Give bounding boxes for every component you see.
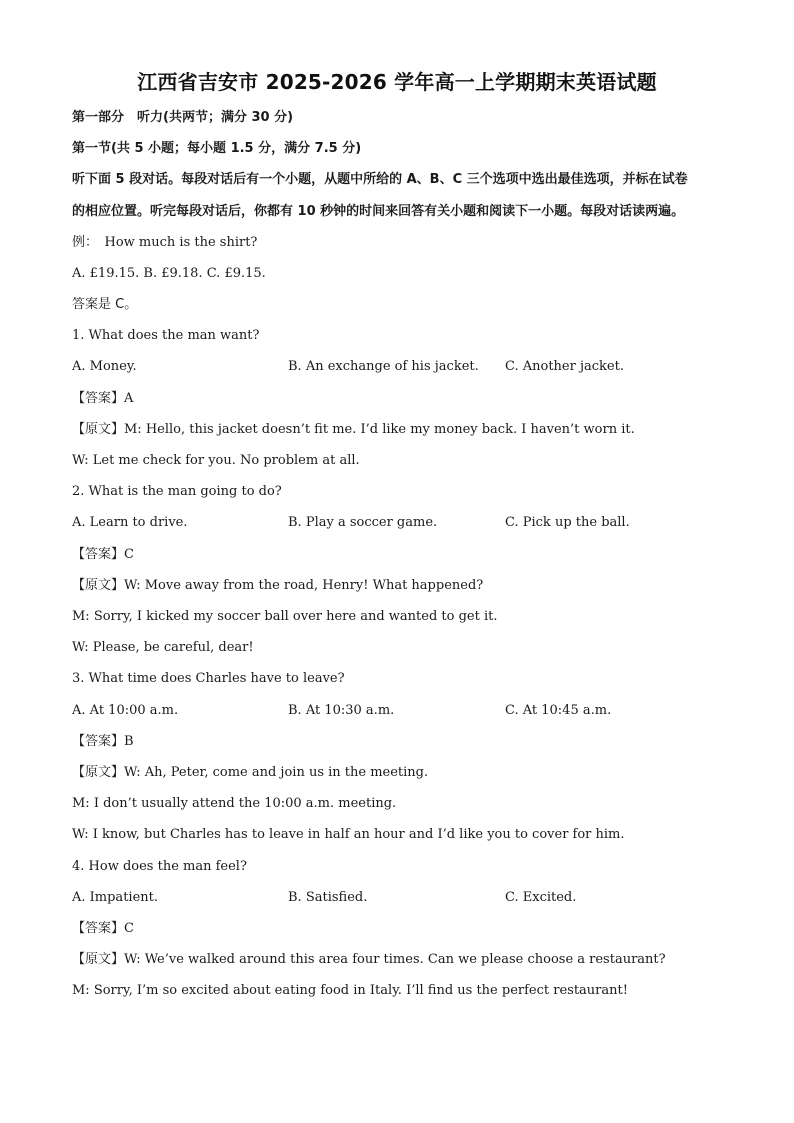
option-a: A. Learn to drive. — [72, 515, 188, 530]
option-a: A. Money. — [72, 359, 137, 374]
option-b: B. An exchange of his jacket. — [288, 359, 479, 374]
transcript-line: W: I know, but Charles has to leave in half an hour and I’d like you to cover for him. — [72, 827, 625, 842]
instruction-line-2: 的相应位置。听完每段对话后，你都有 10 秒钟的时间来回答有关小题和阅读下一小题。每段对话读两遍。 — [72, 204, 685, 219]
option-b: B. Satisfied. — [288, 890, 368, 905]
option-a: A. At 10:00 a.m. — [72, 703, 179, 718]
example-options: A. £19.15. B. £9.18. C. £9.15. — [72, 266, 266, 281]
option-c: C. Excited. — [505, 890, 577, 905]
transcript-line: 【原文】W: Move away from the road, Henry! What happened? — [72, 578, 484, 593]
answer-label: 【答案】A — [72, 391, 134, 406]
option-c: C. At 10:45 a.m. — [505, 703, 612, 718]
section-heading: 第一节(共 5 小题；每小题 1.5 分，满分 7.5 分) — [72, 141, 362, 156]
example-answer: 答案是 C。 — [72, 297, 138, 312]
page-title: 江西省吉安市 2025-2026 学年高一上学期期末英语试题 — [137, 70, 657, 94]
question-stem: 4. How does the man feel? — [72, 859, 247, 874]
question-stem: 1. What does the man want? — [72, 328, 260, 343]
option-c: C. Another jacket. — [505, 359, 624, 374]
answer-label: 【答案】B — [72, 734, 134, 749]
option-b: B. Play a soccer game. — [288, 515, 438, 530]
transcript-line: M: Sorry, I’m so excited about eating food in Italy. I’ll find us the perfect restaurant! — [72, 983, 628, 998]
transcript-line: W: Please, be careful, dear! — [72, 640, 254, 655]
answer-label: 【答案】C — [72, 547, 134, 562]
transcript-line: 【原文】M: Hello, this jacket doesn’t fit me. I’d like my money back. I haven’t worn it. — [72, 422, 635, 437]
question-stem: 3. What time does Charles have to leave? — [72, 671, 345, 686]
part-heading: 第一部分 听力(共两节；满分 30 分) — [72, 110, 294, 125]
instruction-line-1: 听下面 5 段对话。每段对话后有一个小题，从题中所给的 A、B、C 三个选项中选出最佳选项，并标在试卷 — [72, 172, 688, 187]
transcript-line: 【原文】W: Ah, Peter, come and join us in the meeting. — [72, 765, 429, 780]
transcript-line: M: Sorry, I kicked my soccer ball over here and wanted to get it. — [72, 609, 498, 624]
example-question: 例： How much is the shirt? — [72, 235, 258, 250]
answer-label: 【答案】C — [72, 921, 134, 936]
transcript-line: 【原文】W: We’ve walked around this area four times. Can we please choose a restaurant? — [72, 952, 666, 967]
option-a: A. Impatient. — [72, 890, 158, 905]
transcript-line: W: Let me check for you. No problem at all. — [72, 453, 360, 468]
option-c: C. Pick up the ball. — [505, 515, 630, 530]
option-b: B. At 10:30 a.m. — [288, 703, 395, 718]
transcript-line: M: I don’t usually attend the 10:00 a.m. meeting. — [72, 796, 397, 811]
question-stem: 2. What is the man going to do? — [72, 484, 282, 499]
